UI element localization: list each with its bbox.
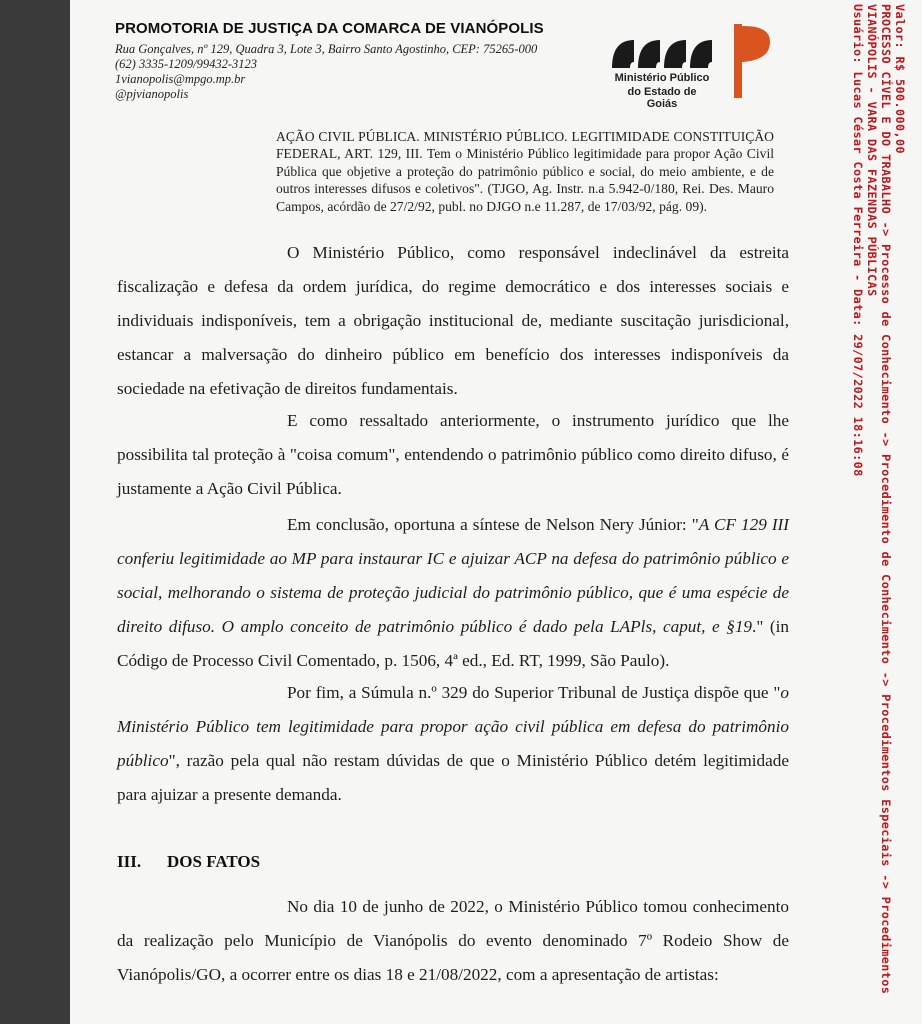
- paragraph-4-lead: Por fim, a Súmula n.º 329 do Superior Tribunal de Justiça dispõe que ": [287, 683, 781, 702]
- section-number: III.: [117, 852, 142, 871]
- header-address: Rua Gonçalves, nº 129, Quadra 3, Lote 3, Bairro Santo Agostinho, CEP: 75265-000: [115, 42, 538, 56]
- paragraph-3: [117, 508, 789, 678]
- paragraph-3-lead: Em conclusão, oportuna a síntese de Nelson Nery Júnior: ": [287, 515, 699, 534]
- stamp-court: VIANÓPOLIS - VARA DAS FAZENDAS PÚBLICAS: [865, 4, 879, 297]
- paragraph-1: [117, 236, 789, 406]
- stamp-user-date: Usuário: Lucas César Costa Ferreira - Data: 29/07/2022 18:16:08: [851, 4, 865, 477]
- logo-text-line1: Ministério Público: [614, 72, 710, 84]
- section-title: DOS FATOS: [167, 852, 261, 871]
- header-email: 1vianopolis@mpgo.mp.br: [115, 72, 246, 86]
- paragraph-4-tail: ", razão pela qual não restam dúvidas de que o Ministério Público detém legitimidade para ajuizar a presente demanda.: [117, 751, 789, 804]
- paragraph-5-text: No dia 10 de junho de 2022, o Ministério Público tomou conhecimento da realização pelo Município de Vianópolis do evento denominado 7º Rodeio Show de Vianópolis/GO, a ocorrer entre os dias 18 e 21/08/2022, com a apresentação de artistas:: [117, 897, 789, 984]
- paragraph-5: [117, 890, 789, 992]
- stamp-value: Valor: R$ 500.000,00: [893, 4, 907, 155]
- paragraph-2-text: E como ressaltado anteriormente, o instrumento jurídico que lhe possibilita tal proteção à "coisa comum", entendendo o patrimônio público como direito difuso, é justamente a Ação Civil Pública.: [117, 411, 789, 498]
- document-page: [70, 0, 922, 1024]
- paragraph-3-citation: ." (in Código de Processo Civil Comentado, p. 1506, 4ª ed., Ed. RT, 1999, São Paulo).: [117, 617, 790, 670]
- paragraph-4: [117, 676, 789, 812]
- logo-text-line2: do Estado de Goiás: [627, 86, 697, 110]
- header-title: PROMOTORIA DE JUSTIÇA DA COMARCA DE VIANÓPOLIS: [115, 20, 544, 37]
- stamp-process-class: PROCESSO CÍVEL E DO TRABALHO -> Processo de Conhecimento -> Procedimento de Conhecimento -> Procedimentos Especiais -> Procedimentos: [879, 4, 893, 995]
- paragraph-1-text: O Ministério Público, como responsável indeclinável da estreita fiscalização e defesa da ordem jurídica, do regime democrático e dos interesses sociais e individuais indisponíveis, tem a obrigação institucional de, mediante suscitação jurisdicional, estancar a malversação do dinheiro público em benefício dos interesses indisponíveis da sociedade na efetivação de direitos fundamentais.: [117, 243, 789, 398]
- section-heading: [117, 852, 260, 872]
- paragraph-3-quote: A CF 129 III conferiu legitimidade ao MP para instaurar IC e ajuizar ACP na defesa do patrimônio público e social, melhorando o sistema de proteção judicial do patrimônio público, que é uma espécie de direito difuso. O amplo conceito de patrimônio público é dado pela LAPls, caput, e §19: [117, 515, 789, 636]
- paragraph-4-quote: o Ministério Público tem legitimidade para propor ação civil pública em defesa do patrimônio público: [117, 683, 789, 770]
- header-social: @pjvianopolis: [115, 87, 189, 101]
- header-phone: (62) 3335-1209/99432-3123: [115, 57, 257, 71]
- ementa-block: AÇÃO CIVIL PÚBLICA. MINISTÉRIO PÚBLICO. LEGITIMIDADE CONSTITUIÇÃO FEDERAL, ART. 129, III. Tem o Ministério Público legitimidade para propor Ação Civil Pública que objetive a proteção do patrimônio público e social, do meio ambiente, e de outros interesses difusos e coletivos". (TJGO, Ag. Instr. n.a 5.942-0/180, Rei. Des. Mauro Campos, acórdão de 27/2/92, publ. no DJGO n.e 11.287, de 17/03/92, pág. 09).: [276, 129, 774, 214]
- paragraph-2: [117, 404, 789, 506]
